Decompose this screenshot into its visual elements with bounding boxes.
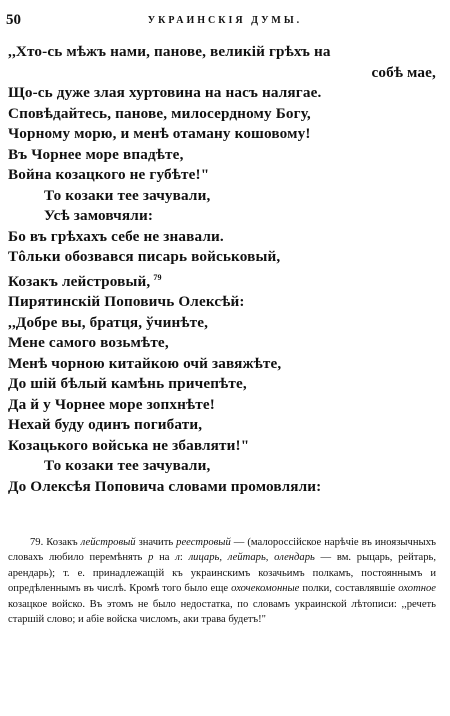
verse-text: Мене самого возьмѣте, bbox=[8, 334, 169, 352]
footnote-reference: 79 bbox=[153, 272, 162, 282]
page-header bbox=[6, 12, 444, 30]
verse-text: Бо въ грѣхахъ себе не знавали. bbox=[8, 227, 224, 245]
verse-text: Козакъ лейстровый, bbox=[8, 272, 151, 290]
footnote-text: значить bbox=[135, 537, 177, 548]
verse-text: Пирятинскій Поповичь Олексѣй: bbox=[8, 293, 245, 311]
page-number: 50 bbox=[6, 12, 21, 28]
verse-line bbox=[8, 186, 436, 207]
verse-line bbox=[8, 456, 436, 477]
verse-text: Козацького войська не збавляти!" bbox=[8, 436, 250, 454]
footnote-term: р bbox=[148, 552, 154, 564]
verse-text: То козаки тее зачували, bbox=[44, 186, 211, 204]
verse-text: Чорному морю, и менѣ отаману кошовому! bbox=[8, 125, 311, 142]
verse-text: Война козацкого не губѣте!" bbox=[8, 166, 210, 183]
verse-text: ,,Хто-сь мѣжъ нами, панове, великій грѣхъ на bbox=[8, 43, 331, 60]
verse-line bbox=[8, 268, 436, 293]
footnote-text: Козакъ bbox=[43, 537, 81, 548]
verse-text: Що-сь дуже злая хуртовина на насъ налягае. bbox=[8, 84, 322, 101]
verse-line bbox=[8, 477, 436, 498]
verse-line bbox=[8, 354, 436, 375]
verse-text: То козаки тее зачували, bbox=[44, 457, 211, 475]
verse-line bbox=[8, 206, 436, 227]
verse-line bbox=[8, 42, 436, 63]
verse-line bbox=[8, 313, 436, 334]
footnote bbox=[8, 535, 436, 627]
verse-line bbox=[8, 292, 436, 313]
verse-line bbox=[8, 227, 436, 248]
footnote-term: лицарь, лейтарь, олендарь bbox=[188, 552, 315, 564]
footnote-text: — (малороссійское нарѣчіе въ иноязычныхъ словахъ любило перемѣнять bbox=[8, 537, 436, 564]
verse-line bbox=[8, 436, 436, 457]
verse-text: До шій бѣлый камѣнь причепѣте, bbox=[8, 375, 247, 393]
verse-text: Да й у Чорнее море зопхнѣте! bbox=[8, 395, 215, 413]
running-head: УКРАИНСКІЯ ДУМЫ. bbox=[147, 15, 303, 26]
verse-line bbox=[8, 63, 436, 84]
verse-text: ,,Добре вы, братця, ўчинѣте, bbox=[8, 313, 209, 331]
footnote-term: лейстровый bbox=[80, 537, 136, 548]
verse-text: Нехай буду одинъ погибати, bbox=[8, 416, 203, 434]
footnote-term: охочекомонные bbox=[231, 583, 300, 595]
footnote-text: на bbox=[153, 552, 176, 564]
verse-line bbox=[8, 247, 436, 268]
verse-text: собѣ мае, bbox=[371, 63, 436, 81]
verse-text: Усѣ замовчяли: bbox=[44, 207, 154, 224]
verse-text: До Олексѣя Поповича словами промовляли: bbox=[8, 477, 322, 495]
verse-line bbox=[8, 83, 436, 104]
verse-text: Сповѣдайтесь, панове, милосердному Богу, bbox=[8, 104, 311, 122]
verse-line bbox=[8, 165, 436, 186]
verse-line bbox=[8, 145, 436, 166]
footnote-term: реестровый bbox=[176, 537, 231, 548]
verse-line bbox=[8, 415, 436, 436]
footnote-number: 79. bbox=[30, 537, 44, 548]
footnote-text: полки, составлявшіе bbox=[299, 583, 399, 595]
footnote-term: л bbox=[175, 552, 180, 564]
verse-line bbox=[8, 395, 436, 416]
verse-line bbox=[8, 374, 436, 395]
verse-line bbox=[8, 124, 436, 145]
verse-line bbox=[8, 104, 436, 125]
verse-line bbox=[8, 333, 436, 354]
footnote-text: — вм. рыцарь, рейтарь, арендарь); т. е. принадлежащій къ украинскимъ козачьимъ полкамъ, постояннымъ и опредѣленнымъ въ числѣ. Кромѣ того было еще bbox=[8, 552, 436, 595]
poem-text bbox=[8, 42, 436, 497]
footnote-text: козацкое войско. Въ этомъ не было недостатка, по словамъ украинской лѣтописи: ,,речеть старшій слово; и абіе войска числомъ, аки трава будетъ!" bbox=[8, 598, 436, 626]
footnote-text: : bbox=[179, 552, 189, 564]
footnote-term: охотное bbox=[398, 583, 436, 595]
verse-text: Тôльки обозвався писарь войськовый, bbox=[8, 248, 281, 265]
verse-text: Въ Чорнее море впадѣте, bbox=[8, 145, 184, 163]
verse-text: Менѣ чорною китайкою очй завяжѣте, bbox=[8, 354, 282, 372]
